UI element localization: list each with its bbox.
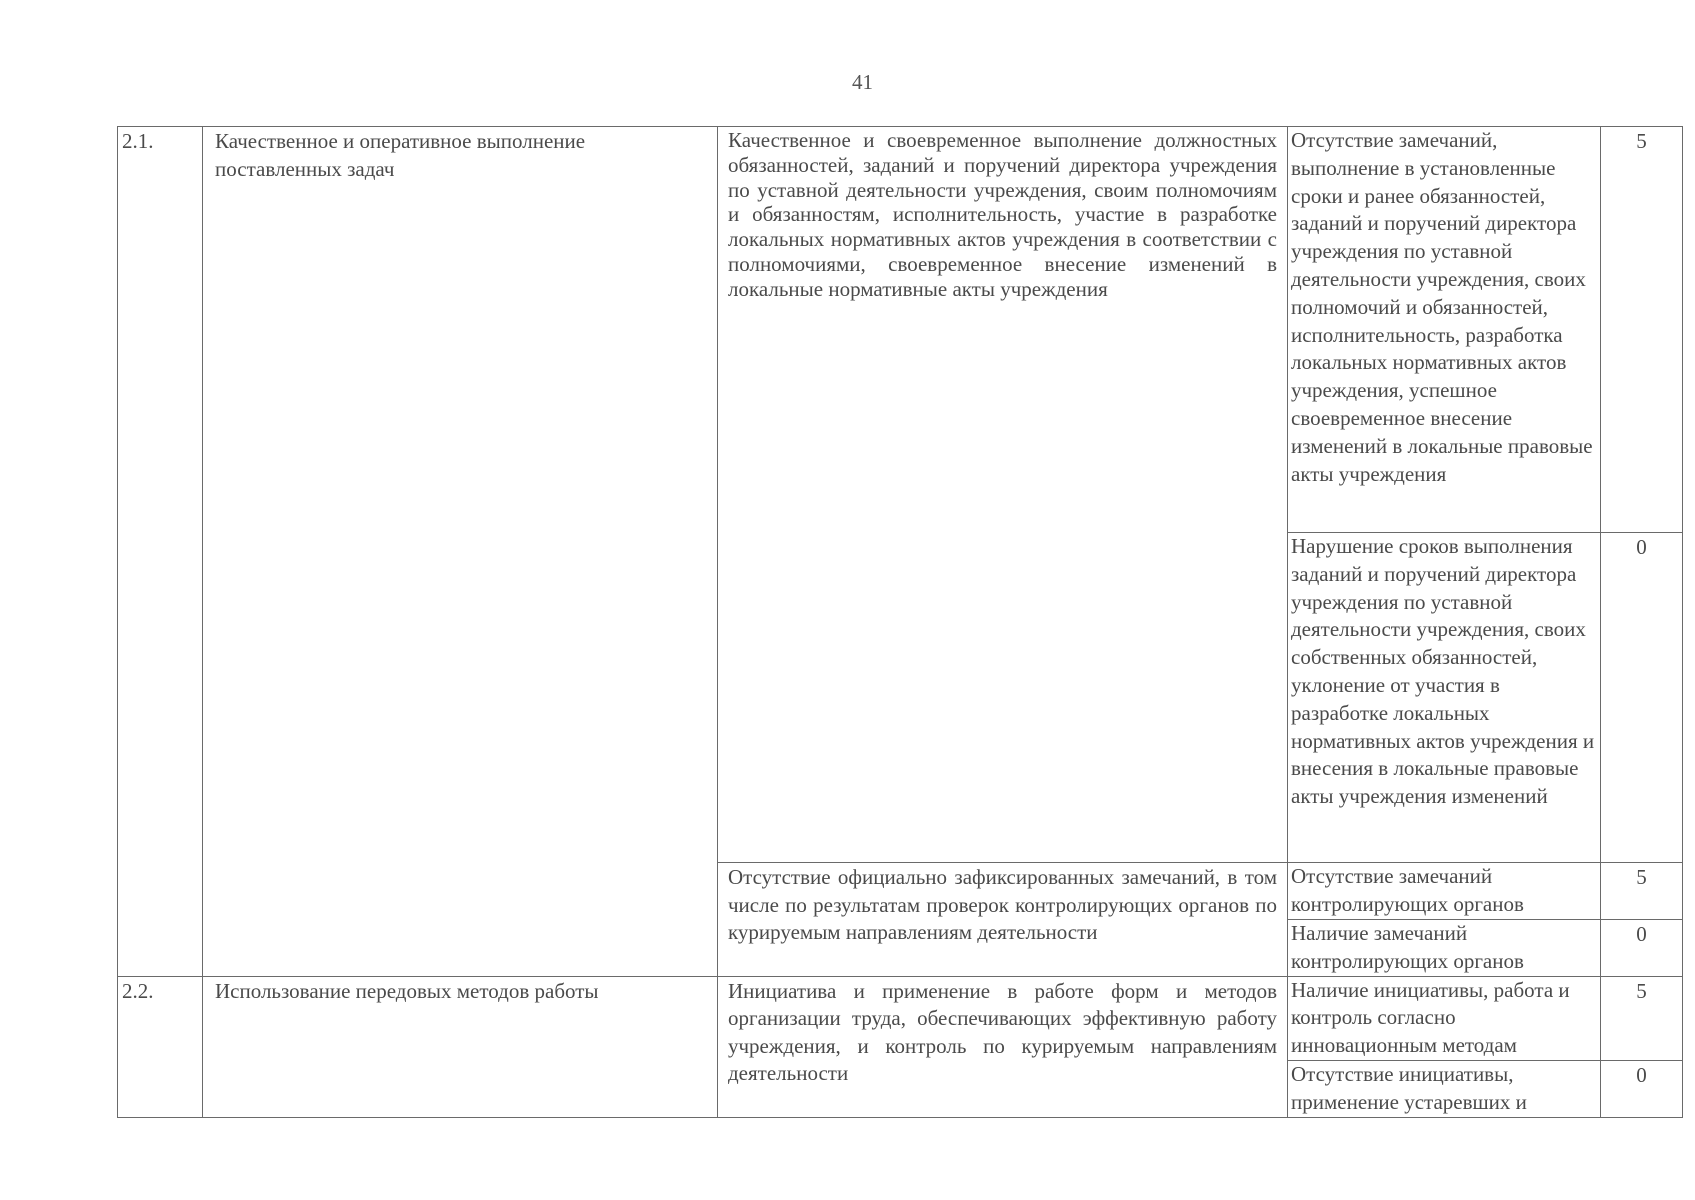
description-text: Отсутствие официально зафиксированных замечаний, в том числе по результатам проверок контролирующих органов по курируемым направлениям деятельности <box>728 865 1277 944</box>
score-cell: 0 <box>1601 920 1683 977</box>
indicator-name: Использование передовых методов работы <box>203 976 718 1117</box>
score-cell: 5 <box>1601 863 1683 920</box>
indicator-name: Качественное и оперативное выполнение поставленных задач <box>203 127 718 977</box>
description-text: Инициатива и применение в работе форм и методов организации труда, обеспечивающих эффективную работу учреждения, и контроль по курируемым направлениям деятельности <box>728 978 1277 1086</box>
score-cell: 5 <box>1601 976 1683 1060</box>
score-cell: 0 <box>1601 533 1683 863</box>
criterion-cell: Отсутствие замечаний, выполнение в установленные сроки и ранее обязанностей, заданий и поручений директора учреждения по уставной деятельности учреждения, своих полномочий и обязанностей, исполнительность, разработка локальных нормативных актов учреждения, успешное своевременное внесение изменений в локальные правовые акты учреждения <box>1288 127 1601 533</box>
criterion-cell: Наличие инициативы, работа и контроль согласно инновационным методам <box>1288 976 1601 1060</box>
indicator-description <box>718 976 1288 1117</box>
table-row <box>118 976 1683 1060</box>
page-number: 41 <box>852 70 873 94</box>
indicator-description <box>718 863 1288 977</box>
row-number: 2.1. <box>118 127 203 977</box>
row-number: 2.2. <box>118 976 203 1117</box>
indicator-description <box>718 127 1288 863</box>
criterion-cell: Отсутствие замечаний контролирующих органов <box>1288 863 1601 920</box>
score-cell: 5 <box>1601 127 1683 533</box>
score-cell: 0 <box>1601 1060 1683 1117</box>
criterion-cell: Нарушение сроков выполнения заданий и поручений директора учреждения по уставной деятельности учреждения, своих собственных обязанностей, уклонение от участия в разработке локальных нормативных актов учреждения и внесения в локальные правовые акты учреждения изменений <box>1288 533 1601 863</box>
criterion-cell: Отсутствие инициативы, применение устаревших и <box>1288 1060 1601 1117</box>
criteria-table <box>117 126 1683 1118</box>
description-text: Качественное и своевременное выполнение должностных обязанностей, заданий и поручений директора учреждения по уставной деятельности учреждения, своим полномочиям и обязанностям, исполнительность, участие в разработке локальных нормативных актов учреждения в соответствии с полномочиями, своевременное внесение изменений в локальные нормативные акты учреждения <box>728 128 1277 301</box>
criterion-cell: Наличие замечаний контролирующих органов <box>1288 920 1601 977</box>
table-row <box>118 127 1683 533</box>
